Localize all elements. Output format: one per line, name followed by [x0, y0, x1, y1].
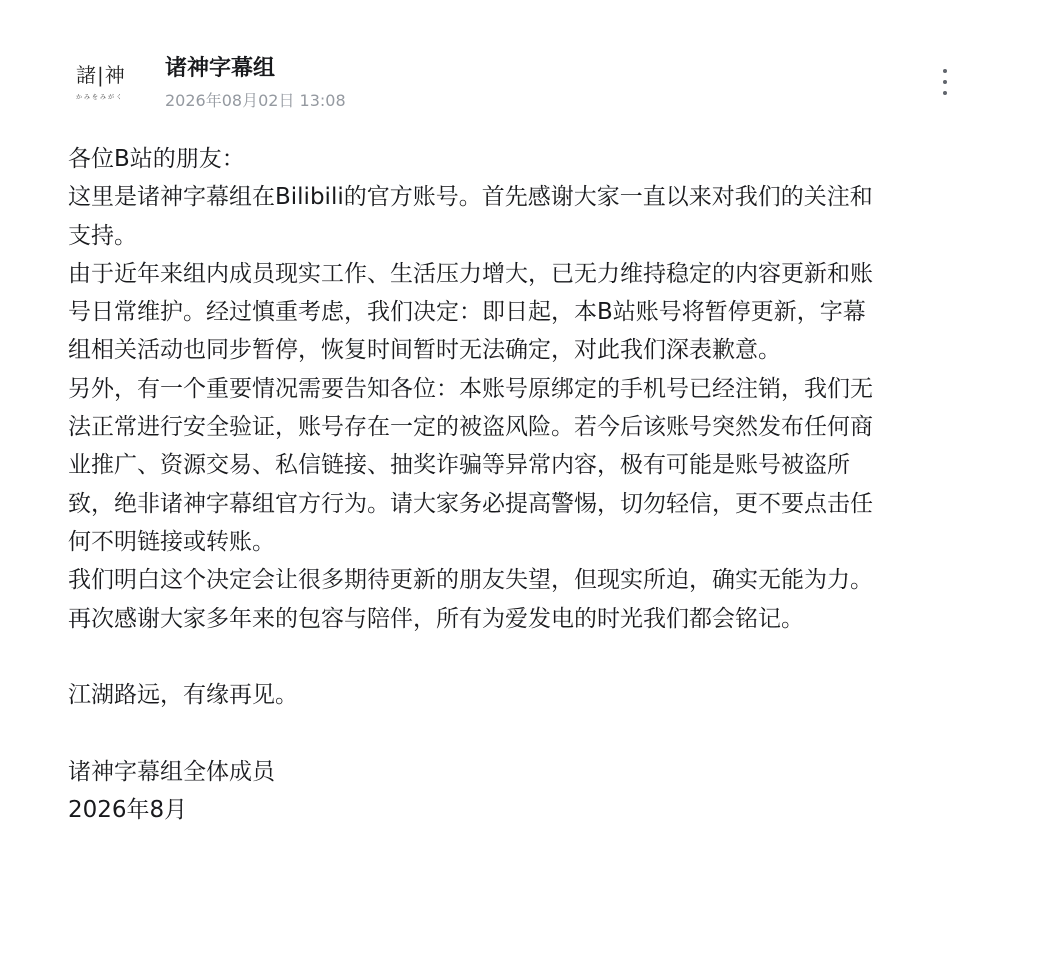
post-text-line: 号日常维护。经过慎重考虑，我们决定：即日起，本B站账号将暂停更新，字幕 — [68, 299, 866, 326]
post-text-line: 组相关活动也同步暂停，恢复时间暂时无法确定，对此我们深表歉意。 — [68, 337, 781, 364]
farewell-line: 江湖路远，有缘再见。 — [68, 682, 298, 709]
post-header — [72, 52, 972, 116]
post-text-line: 何不明链接或转账。 — [68, 528, 275, 555]
post-text-line: 业推广、资源交易、私信链接、抽奖诈骗等异常内容，极有可能是账号被盗所 — [68, 452, 850, 479]
post-text-line: 再次感谢大家多年来的包容与陪伴，所有为爱发电的时光我们都会铭记。 — [68, 605, 804, 632]
more-vertical-icon — [943, 91, 947, 95]
blank-line — [68, 714, 968, 752]
avatar[interactable] — [72, 58, 138, 110]
more-options-button[interactable] — [930, 66, 960, 100]
post-text-line: 另外，有一个重要情况需要告知各位：本账号原绑定的手机号已经注销，我们无 — [68, 375, 873, 402]
avatar-logo-subtext: かみをみがく — [76, 94, 125, 101]
more-vertical-icon — [943, 80, 947, 84]
post-text-line: 各位B站的朋友： — [68, 146, 245, 172]
avatar-logo-text: 諸|神 — [76, 63, 126, 87]
post-text-line: 我们明白这个决定会让很多期待更新的朋友失望，但现实所迫，确实无能为力。 — [68, 567, 873, 594]
post-text-line: 法正常进行安全验证，账号存在一定的被盗风险。若今后该账号突然发布任何商 — [68, 414, 873, 441]
post-text-line: 这里是诸神字幕组在Bilibili的官方账号。首先感谢大家一直以来对我们的关注和 — [68, 184, 873, 211]
post-time: 2026年08月02日 13:08 — [165, 91, 346, 110]
author-name[interactable]: 诸神字幕组 — [165, 56, 276, 81]
post-text-line: 致，绝非诸神字幕组官方行为。请大家务必提高警惕，切勿轻信，更不要点击任 — [68, 490, 873, 517]
blank-line — [68, 638, 968, 676]
post-text-line: 由于近年来组内成员现实工作、生活压力增大，已无力维持稳定的内容更新和账 — [68, 260, 873, 287]
more-vertical-icon — [943, 69, 947, 73]
post-text-line: 支持。 — [68, 222, 137, 249]
signature-date: 2026年8月 — [68, 797, 188, 824]
post-content — [68, 140, 968, 829]
signature-line: 诸神字幕组全体成员 — [68, 758, 275, 785]
